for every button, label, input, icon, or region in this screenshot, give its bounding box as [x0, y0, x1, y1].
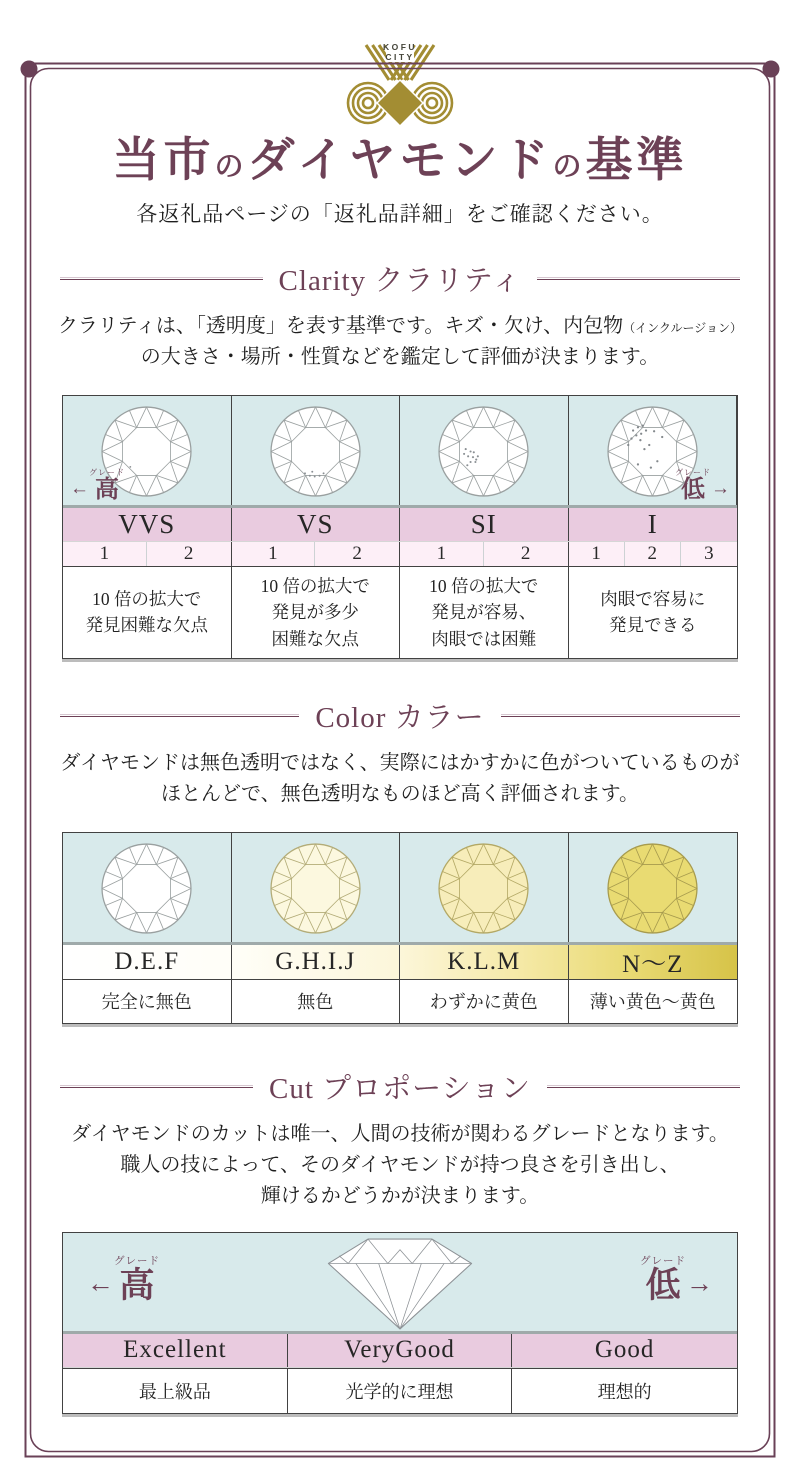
- cut-description: ダイヤモンドのカットは唯一、人間の技術が関わるグレードとなります。 職人の技によって、そのダイヤモンドが持つ良さを引き出し、 輝けるかどうかが決まります。: [71, 1122, 729, 1207]
- logo-text-kofu: KOFU: [382, 42, 418, 52]
- grade-label: SI: [400, 508, 569, 541]
- grade-label: D.E.F: [63, 945, 232, 979]
- clarity-desc-row: [63, 567, 737, 658]
- grade-label: G.H.I.J: [232, 945, 401, 979]
- kofu-city-crest-logo: [342, 40, 458, 128]
- grade-label: Good: [512, 1334, 737, 1367]
- page-subtitle: 各返礼品ページの「返礼品詳細」をご確認ください。: [136, 202, 664, 227]
- grade-high-label: ← グレード 高: [87, 1255, 160, 1306]
- color-description: ダイヤモンドは無色透明ではなく、実際にはかすかに色がついているものが ほとんどで、無色透明なものほど高く評価されます。: [60, 751, 740, 805]
- heading-rule-left: [60, 277, 263, 280]
- color-desc-def: 完全に無色: [63, 980, 232, 1023]
- diamond-top-view-icon: [435, 403, 532, 500]
- diamond-top-view-icon: [604, 840, 701, 937]
- inclusion-note: （インクルージョン）: [623, 321, 743, 336]
- clarity-diamond-vs: [232, 396, 401, 505]
- diamond-standards-page: [0, 40, 800, 1480]
- grade-low-label: グレード 低 →: [675, 468, 730, 504]
- grade-label: VS: [232, 508, 401, 541]
- color-heading: [60, 695, 740, 736]
- diamond-top-view-icon: [435, 840, 532, 937]
- grade-label: VeryGood: [288, 1334, 513, 1367]
- subgrade: 2: [183, 543, 194, 565]
- clarity-desc-i: 肉眼で容易に 発見できる: [600, 589, 706, 636]
- clarity-description: クラリティは、「透明度」を表す基準です。キズ・欠け、内包物（インクルージョン） の大きさ・場所・性質などを鑑定して評価が決まります。: [57, 315, 743, 369]
- diamond-side-view-icon: [284, 1233, 516, 1332]
- color-diamond-nz: [569, 833, 738, 942]
- section-color: [0, 695, 800, 1024]
- arrow-left-icon: ←: [87, 1268, 114, 1299]
- clarity-heading-text: Clarity クラリティ: [278, 265, 522, 298]
- clarity-heading: [60, 258, 740, 299]
- diamond-top-view-icon: [267, 840, 364, 937]
- grade-label: I: [569, 508, 738, 541]
- cut-grade-row: [63, 1334, 737, 1368]
- cut-heading: [60, 1066, 740, 1107]
- color-diamond-ghij: [232, 833, 401, 942]
- color-desc-nz: 薄い黄色～黄色: [569, 980, 738, 1023]
- color-diamond-row: [63, 833, 737, 945]
- grade-label: Excellent: [63, 1334, 288, 1367]
- cut-heading-text: Cut プロポーション: [269, 1072, 531, 1105]
- clarity-grade-row: [63, 508, 737, 542]
- arrow-right-icon: →: [711, 478, 730, 500]
- color-desc-row: [63, 980, 737, 1023]
- cut-desc-excellent: 最上級品: [63, 1368, 288, 1413]
- color-diamond-def: [63, 833, 232, 942]
- cut-desc-good: 理想的: [512, 1368, 737, 1413]
- arrow-left-icon: ←: [70, 478, 89, 500]
- diamond-top-view-icon: [98, 840, 195, 937]
- grade-label: K.L.M: [400, 945, 569, 979]
- grade-low-label: グレード 低 →: [640, 1255, 713, 1306]
- grade-label: VVS: [63, 508, 232, 541]
- cut-desc-verygood: 光学的に理想: [288, 1368, 513, 1413]
- subgrade: 3: [704, 543, 714, 565]
- color-table: [62, 832, 738, 1024]
- section-clarity: [0, 258, 800, 659]
- grade-label: N～Z: [622, 950, 684, 978]
- clarity-desc-si: 10 倍の拡大で 発見が容易、 肉眼では困難: [429, 576, 539, 649]
- color-grade-row: [63, 945, 737, 980]
- clarity-diamond-si: [400, 396, 569, 505]
- diamond-top-view-icon: [267, 403, 364, 500]
- page-title: 当市のダイヤモンドの基準: [112, 135, 688, 187]
- subgrade: 1: [232, 542, 316, 566]
- clarity-diamond-row: [63, 396, 737, 508]
- subgrade: 1: [63, 542, 147, 566]
- clarity-desc-vvs: 10 倍の拡大で 発見困難な欠点: [85, 589, 208, 636]
- logo-text-city: CITY: [385, 52, 415, 62]
- cut-table: [62, 1232, 738, 1414]
- arrow-right-icon: →: [686, 1268, 713, 1299]
- cut-desc-row: [63, 1368, 737, 1413]
- clarity-subgrade-row: [63, 542, 737, 567]
- subgrade: 2: [352, 543, 362, 565]
- color-diamond-klm: [400, 833, 569, 942]
- subgrade: 2: [520, 543, 531, 565]
- color-desc-ghij: 無色: [232, 980, 401, 1023]
- subgrade: 2: [625, 542, 681, 566]
- color-desc-klm: わずかに黄色: [400, 980, 569, 1023]
- subgrade: 1: [400, 542, 484, 566]
- heading-rule-right: [537, 277, 740, 280]
- clarity-table: [62, 395, 738, 659]
- clarity-desc-vs: 10 倍の拡大で 発見が多少 困難な欠点: [260, 576, 370, 649]
- section-cut: [0, 1066, 800, 1414]
- grade-high-label: ← グレード 高: [70, 468, 125, 504]
- subgrade: 1: [569, 542, 625, 566]
- cut-diamond-row: [63, 1233, 737, 1334]
- color-heading-text: Color カラー: [315, 701, 485, 734]
